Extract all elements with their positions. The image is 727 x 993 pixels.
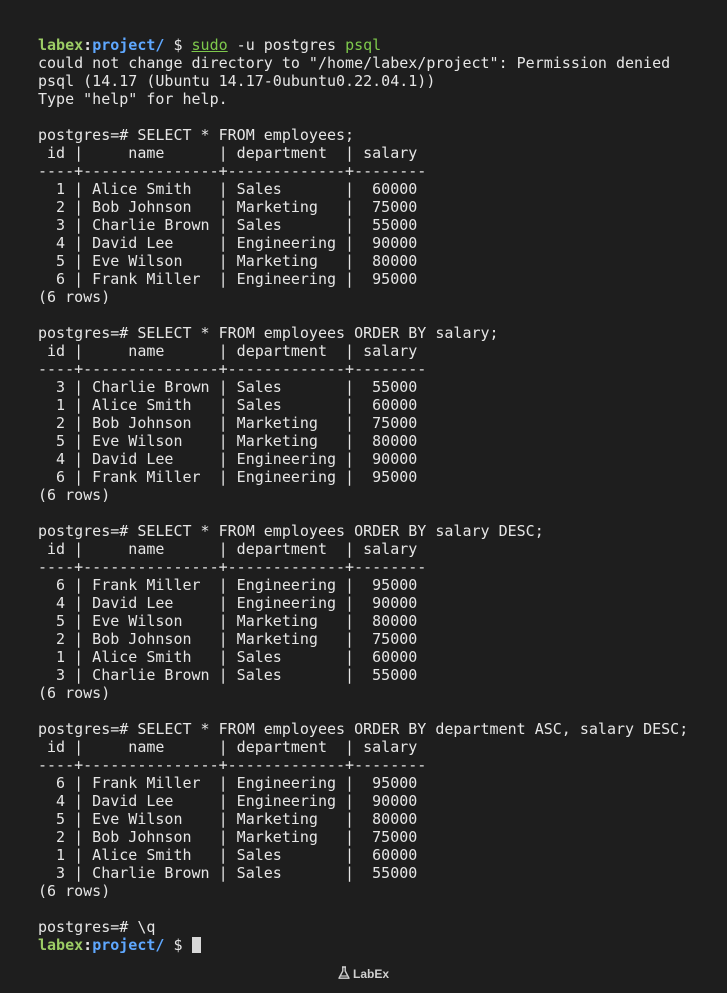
prompt-symbol: $	[164, 36, 192, 54]
psql-query-line	[38, 522, 727, 540]
table-row: 6 | Frank Miller | Engineering | 95000	[38, 270, 418, 288]
table-row: 4 | David Lee | Engineering | 90000	[38, 450, 418, 468]
sql-text: SELECT * FROM employees;	[137, 126, 355, 144]
psql-query-line	[38, 324, 727, 342]
psql-prompt: postgres=#	[38, 918, 138, 936]
prompt-colon: :	[83, 936, 93, 954]
table-row: 6 | Frank Miller | Engineering | 95000	[38, 774, 418, 792]
table-row: 3 | Charlie Brown | Sales | 55000	[38, 666, 418, 684]
table-row: 2 | Bob Johnson | Marketing | 75000	[38, 414, 418, 432]
command-args: -u postgres	[227, 36, 346, 54]
table-row: 5 | Eve Wilson | Marketing | 80000	[38, 612, 418, 630]
table-separator: ----+---------------+-------------+--------	[38, 558, 427, 576]
table-row: 2 | Bob Johnson | Marketing | 75000	[38, 630, 418, 648]
row-count: (6 rows)	[38, 684, 111, 702]
table-header: id | name | department | salary	[38, 342, 418, 360]
quit-command: \q	[137, 918, 156, 936]
prompt-path: project/	[92, 36, 165, 54]
prompt-symbol: $	[164, 936, 192, 954]
output-line: Type "help" for help.	[38, 90, 228, 108]
table-separator: ----+---------------+-------------+--------	[38, 162, 427, 180]
table-row: 5 | Eve Wilson | Marketing | 80000	[38, 810, 418, 828]
table-row: 4 | David Lee | Engineering | 90000	[38, 594, 418, 612]
table-header: id | name | department | salary	[38, 540, 418, 558]
table-row: 1 | Alice Smith | Sales | 60000	[38, 648, 418, 666]
table-header: id | name | department | salary	[38, 738, 418, 756]
table-row: 5 | Eve Wilson | Marketing | 80000	[38, 432, 418, 450]
table-row: 2 | Bob Johnson | Marketing | 75000	[38, 198, 418, 216]
psql-query-line	[38, 720, 727, 738]
psql-quit-line	[38, 918, 727, 936]
psql-prompt: postgres=#	[38, 324, 138, 342]
table-row: 3 | Charlie Brown | Sales | 55000	[38, 216, 418, 234]
sql-text: SELECT * FROM employees ORDER BY salary DESC;	[137, 522, 544, 540]
table-row: 2 | Bob Johnson | Marketing | 75000	[38, 828, 418, 846]
shell-command-line	[38, 36, 727, 54]
table-separator: ----+---------------+-------------+--------	[38, 756, 427, 774]
table-row: 4 | David Lee | Engineering | 90000	[38, 234, 418, 252]
command-sudo: sudo	[191, 36, 228, 54]
flask-icon	[338, 966, 350, 980]
terminal-output[interactable]	[38, 36, 727, 954]
output-line: psql (14.17 (Ubuntu 14.17-0ubuntu0.22.04.1))	[38, 72, 436, 90]
psql-prompt: postgres=#	[38, 522, 138, 540]
table-row: 3 | Charlie Brown | Sales | 55000	[38, 864, 418, 882]
sql-text: SELECT * FROM employees ORDER BY department ASC, salary DESC;	[137, 720, 689, 738]
row-count: (6 rows)	[38, 486, 111, 504]
table-row: 3 | Charlie Brown | Sales | 55000	[38, 378, 418, 396]
psql-prompt: postgres=#	[38, 720, 138, 738]
prompt-user: labex	[38, 36, 84, 54]
prompt-user: labex	[38, 936, 84, 954]
labex-footer	[0, 966, 727, 981]
table-row: 4 | David Lee | Engineering | 90000	[38, 792, 418, 810]
shell-prompt-line[interactable]	[38, 936, 727, 954]
table-row: 1 | Alice Smith | Sales | 60000	[38, 846, 418, 864]
table-row: 1 | Alice Smith | Sales | 60000	[38, 180, 418, 198]
table-header: id | name | department | salary	[38, 144, 418, 162]
command-psql: psql	[345, 36, 382, 54]
table-row: 6 | Frank Miller | Engineering | 95000	[38, 468, 418, 486]
psql-query-line	[38, 126, 727, 144]
table-separator: ----+---------------+-------------+--------	[38, 360, 427, 378]
sql-text: SELECT * FROM employees ORDER BY salary;	[137, 324, 499, 342]
psql-prompt: postgres=#	[38, 126, 138, 144]
table-row: 1 | Alice Smith | Sales | 60000	[38, 396, 418, 414]
table-row: 5 | Eve Wilson | Marketing | 80000	[38, 252, 418, 270]
terminal-cursor[interactable]	[192, 937, 201, 953]
prompt-colon: :	[83, 36, 93, 54]
row-count: (6 rows)	[38, 882, 111, 900]
row-count: (6 rows)	[38, 288, 111, 306]
output-line: could not change directory to "/home/labex/project": Permission denied	[38, 54, 671, 72]
table-row: 6 | Frank Miller | Engineering | 95000	[38, 576, 418, 594]
labex-brand: LabEx	[352, 967, 389, 981]
prompt-path: project/	[92, 936, 165, 954]
